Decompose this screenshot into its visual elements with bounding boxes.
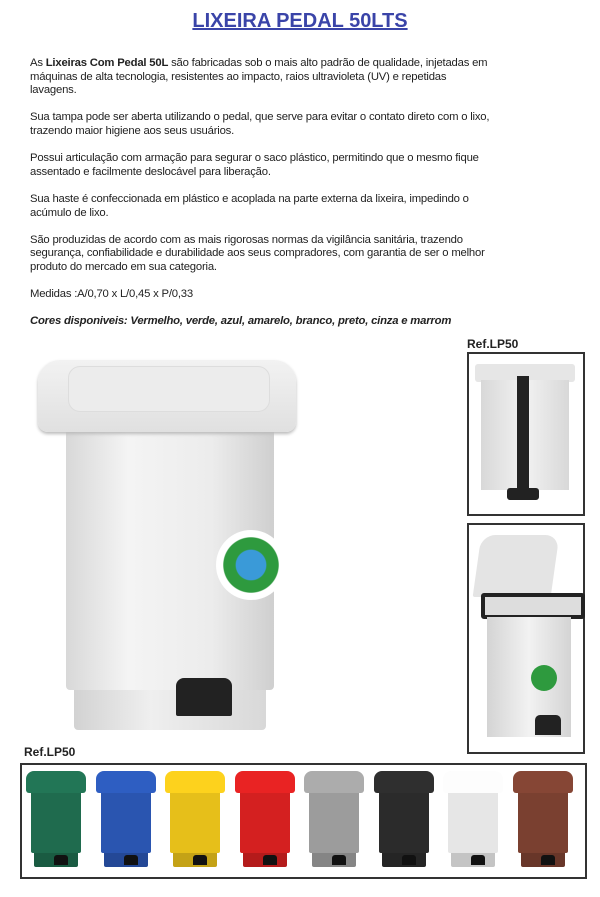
- bin-variant-branco: [443, 771, 503, 869]
- bin-variant-preto: [374, 771, 434, 869]
- measures: Medidas :A/0,70 x L/0,45 x P/0,33: [30, 288, 193, 301]
- pedal-icon: [176, 678, 232, 716]
- bin-variant-verde: [26, 771, 86, 869]
- product-description: [30, 57, 490, 342]
- bin-variant-amarelo: [165, 771, 225, 869]
- rear-view-image: [467, 352, 585, 516]
- paragraph-frame: Possui articulação com armação para segurar o saco plástico, permitindo que o mesmo fique assentado e facilmente deslocável para liberação.: [30, 152, 479, 178]
- intro-prefix: As: [30, 57, 46, 69]
- ref-label-bottom: Ref.LP50: [24, 745, 76, 759]
- bin-variant-azul: [96, 771, 156, 869]
- open-lid-image: [467, 523, 585, 754]
- paragraph-lid: Sua tampa pode ser aberta utilizando o pedal, que serve para evitar o contato direto com o lixo, trazendo maior higiene aos seus usuários.: [30, 111, 490, 137]
- intro-text: são fabricadas sob o mais alto padrão de qualidade, injetadas em máquinas de alta tecnologia, resistentes ao impacto, raios ultravioleta (UV) e repetidas lavagens.: [30, 57, 488, 97]
- available-colors: Cores disponiveis: Vermelho, verde, azul, amarelo, branco, preto, cinza e marrom: [30, 315, 452, 328]
- bin-body: [66, 400, 274, 690]
- paragraph-rod: Sua haste é confeccionada em plástico e acoplada na parte externa da lixeira, impedindo o acúmulo de lixo.: [30, 192, 469, 219]
- bin-variant-vermelho: [235, 771, 295, 869]
- paragraph-intro: [30, 57, 490, 98]
- paragraph-standards: São produzidas de acordo com as mais rigorosas normas da vigilância sanitária, trazendo segurança, confiabilidade e durabilidade aos seus compradores, com garantia de ser o melhor produto do mercado em sua categoria.: [30, 233, 485, 273]
- recycle-logo: [216, 530, 286, 600]
- ref-label-right: Ref.LP50: [467, 337, 519, 351]
- product-name: Lixeiras Com Pedal 50L: [45, 57, 169, 69]
- main-product-image: [38, 360, 300, 735]
- bin-variant-cinza: [304, 771, 364, 869]
- bin-lid: [38, 360, 296, 432]
- page-title: LIXEIRA PEDAL 50LTS: [192, 10, 408, 32]
- color-variants-strip: [20, 763, 587, 879]
- bin-variant-marrom: [513, 771, 573, 869]
